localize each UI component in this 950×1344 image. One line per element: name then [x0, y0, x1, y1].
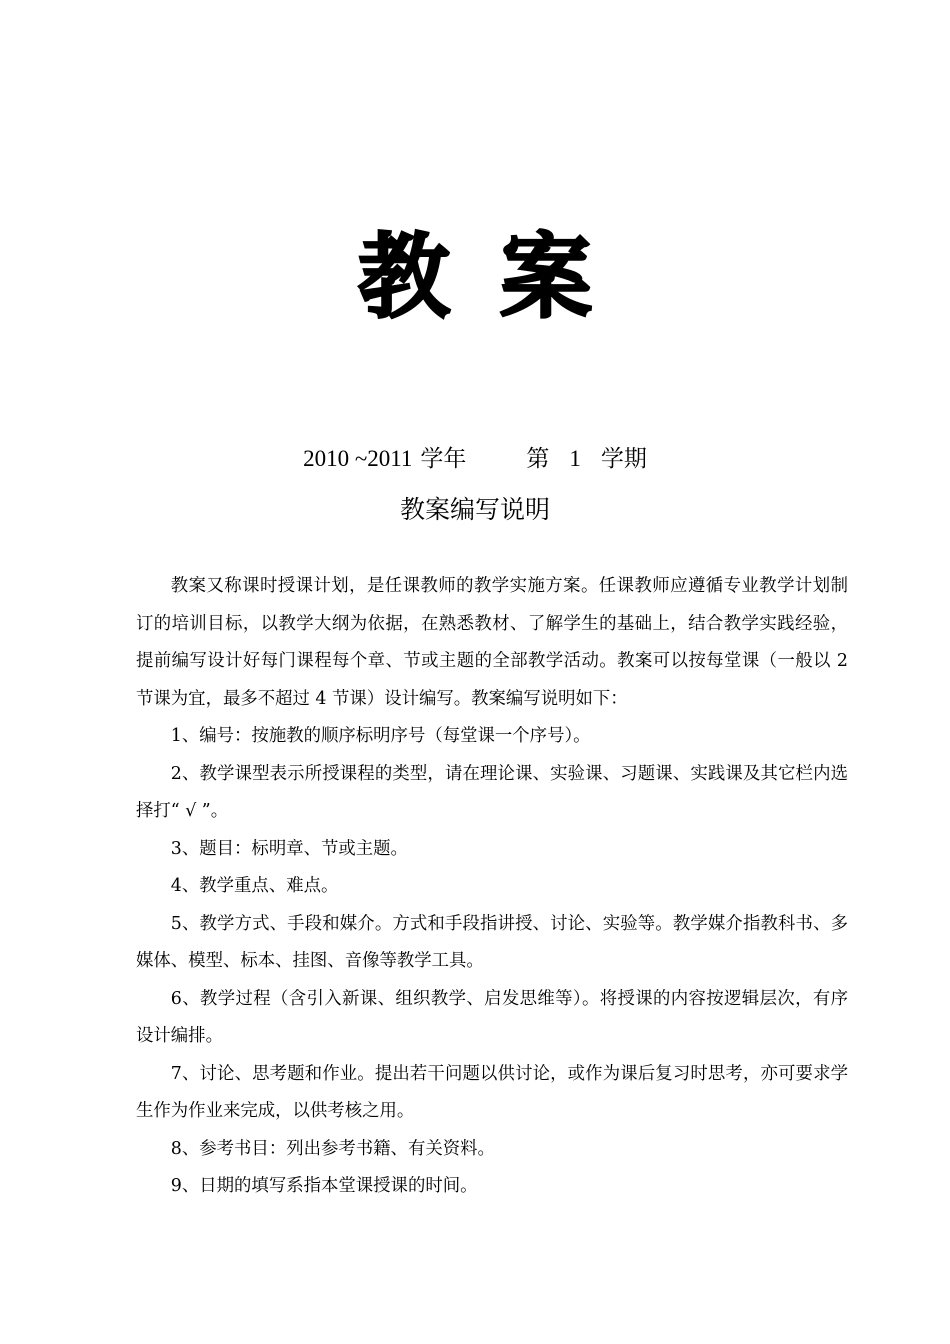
term-semester-label: 学期 [600, 446, 647, 471]
term-years: 2010 ~2011 [303, 446, 413, 471]
instruction-item: 8、参考书目：列出参考书籍、有关资料。 [170, 1138, 495, 1159]
term-number: 1 [569, 446, 581, 471]
instruction-item: 4、教学重点、难点。 [170, 876, 339, 896]
instructions-body [136, 568, 848, 1206]
term-ordinal-prefix: 第 [526, 446, 550, 471]
intro-paragraph: 教案又称课时授课计划，是任课教师的教学实施方案。任课教师应遵循专业教学计划制订的培训目标，以教学大纲为依据，在熟悉教材、了解学生的基础上，结合教学实践经验，提前编写设计好每门课程每个章、节或主题的全部教学活动。教案可以按每堂课（一般以 2 节课为宜，最多不超过 4 节课）设计编写。教案编写说明如下： [136, 576, 848, 709]
instruction-item: 6、教学过程（含引入新课、组织教学、启发思维等）。将授课的内容按逻辑层次，有序设计编排。 [136, 988, 848, 1046]
instruction-item: 1、编号：按施教的顺序标明序号（每堂课一个序号）。 [170, 726, 591, 746]
title-char-jiao: 教 [357, 223, 450, 331]
title-char-an: 案 [500, 223, 593, 331]
section-subtitle: 教案编写说明 [399, 495, 550, 524]
document-title [0, 222, 950, 332]
instruction-item: 5、教学方式、手段和媒介。方式和手段指讲授、讨论、实验等。教学媒介指教科书、多媒体、模型、标本、挂图、音像等教学工具。 [136, 913, 848, 971]
term-year-label: 学年 [420, 446, 467, 471]
instruction-item: 9、日期的填写系指本堂课授课的时间。 [170, 1176, 478, 1196]
instruction-item: 7、讨论、思考题和作业。提出若干问题以供讨论，或作为课后复习时思考，亦可要求学生作为作业来完成，以供考核之用。 [136, 1063, 848, 1121]
instruction-item: 2、教学课型表示所授课程的类型，请在理论课、实验课、习题课、实践课及其它栏内选择打“ √ ”。 [136, 763, 848, 821]
academic-term-line [0, 443, 950, 475]
instruction-item: 3、题目：标明章、节或主题。 [170, 838, 408, 859]
